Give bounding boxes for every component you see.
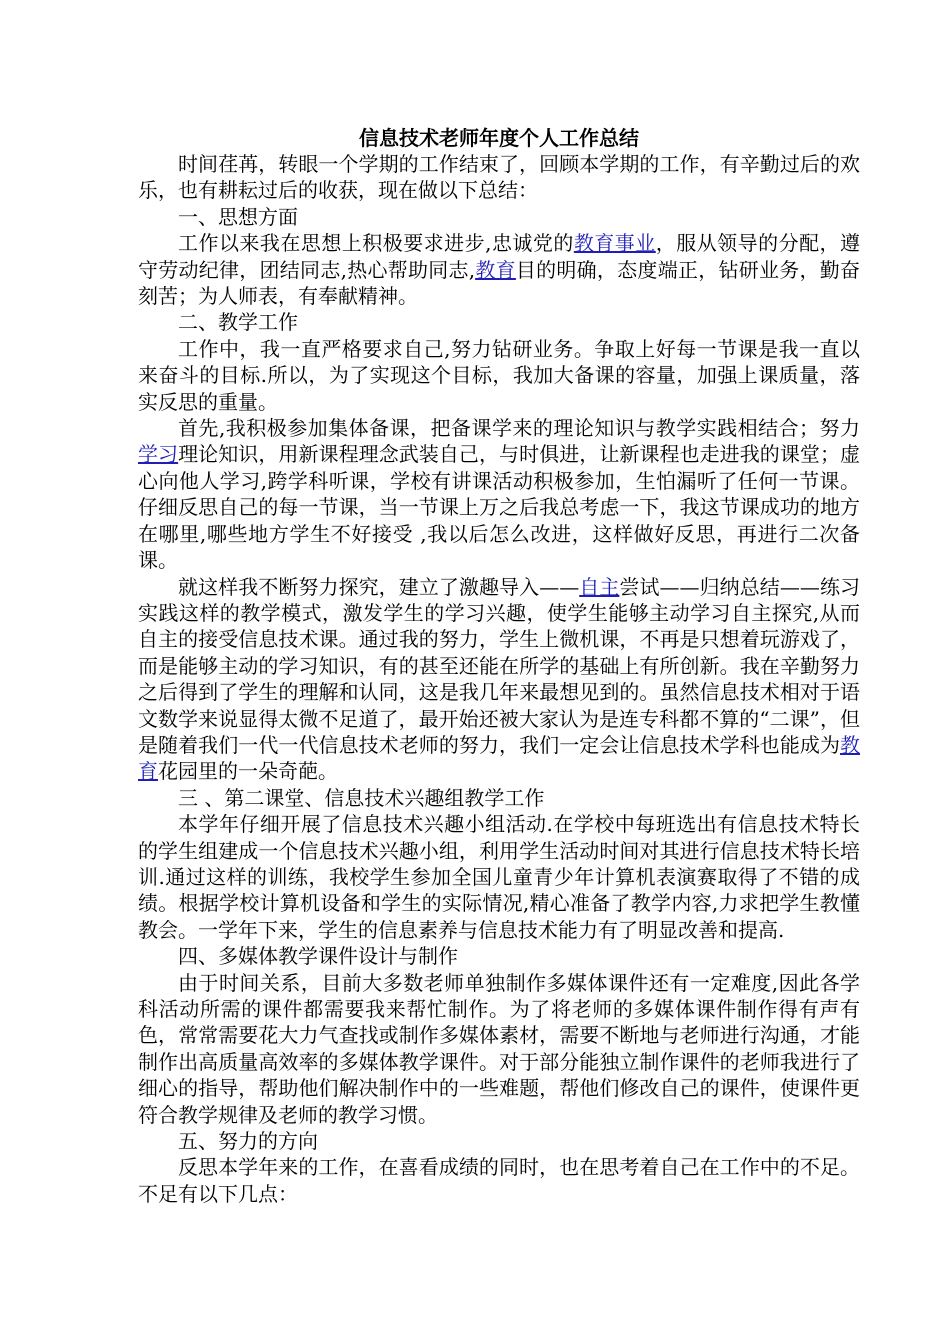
paragraph	[138, 1128, 860, 1154]
paragraph-text: 四、多媒体教学课件设计与制作	[178, 944, 458, 969]
paragraph-text: 首先,我积极参加集体备课，把备课学来的理论知识与教学实践相结合；努力	[178, 416, 860, 441]
paragraph-text: 三 、第二课堂、信息技术兴趣组教学工作	[178, 785, 545, 810]
paragraph	[138, 1154, 860, 1207]
paragraph-text: 一、思想方面	[178, 204, 298, 229]
document-body	[138, 151, 860, 1207]
paragraph-text: 工作以来我在思想上积极要求进步,忠诚党的	[178, 231, 574, 256]
paragraph	[138, 336, 860, 415]
paragraph-text: 五、努力的方向	[178, 1129, 318, 1154]
paragraph-text: 时间荏苒，转眼一个学期的工作结束了，回顾本学期的工作，有辛勤过后的欢乐，也有耕耘过后的收获，现在做以下总结：	[138, 152, 860, 203]
hyperlink[interactable]: 教育	[475, 257, 516, 282]
paragraph-text: 工作中，我一直严格要求自己,努力钻研业务。争取上好每一节课是我一直以来奋斗的目标.所以，为了实现这个目标，我加大备课的容量，加强上课质量，落实反思的重量。	[138, 336, 860, 414]
paragraph-text: 本学年仔细开展了信息技术兴趣小组活动.在学校中每班选出有信息技术特长的学生组建成一个信息技术兴趣小组，利用学生活动时间对其进行信息技术特长培训.通过这样的训练，我校学生参加全国儿童青少年计算机表演赛取得了不错的成绩。根据学校计算机设备和学生的实际情况,精心准备了教学内容,力求把学生教懂教会。一学年下来，学生的信息素养与信息技术能力有了明显改善和提高.	[138, 812, 860, 942]
paragraph-text: 二、教学工作	[178, 310, 298, 335]
paragraph	[138, 151, 860, 204]
paragraph	[138, 204, 860, 230]
paragraph	[138, 970, 860, 1128]
paragraph-text: ，服从领导的分配，遵守劳动纪律，团结同志,热心帮助同志,	[138, 231, 861, 282]
paragraph	[138, 943, 860, 969]
paragraph-text: 反思本学年来的工作，在喜看成绩的同时，也在思考着自己在工作中的不足。不足有以下几点：	[138, 1155, 860, 1206]
paragraph	[138, 415, 860, 573]
hyperlink[interactable]: 教育	[138, 732, 860, 784]
paragraph-text: 由于时间关系，目前大多数老师单独制作多媒体课件还有一定难度,因此各学科活动所需的课件都需要我来帮忙制作。为了将老师的多媒体课件制作得有声有色，常常需要花大力气查找或制作多媒体素材，需要不断地与老师进行沟通，才能制作出高质量高效率的多媒体教学课件。对于部分能独立制作课件的老师我进行了细心的指导，帮助他们解决制作中的一些难题，帮他们修改自己的课件，使课件更符合教学规律及老师的教学习惯。	[138, 970, 860, 1127]
document-title: 信息技术老师年度个人工作总结	[359, 126, 639, 150]
paragraph-text: 花园里的一朵奇葩。	[158, 759, 338, 784]
paragraph-text: 就这样我不断努力探究，建立了激趣导入——	[178, 574, 580, 599]
paragraph	[138, 230, 860, 309]
paragraph	[138, 811, 860, 943]
hyperlink[interactable]: 自主	[579, 574, 620, 599]
hyperlink[interactable]: 学习	[138, 442, 179, 467]
paragraph-text: 目的明确，态度端正，钻研业务，勤奋刻苦；为人师表，有奉献精神。	[138, 257, 861, 309]
paragraph-text: 尝试——归纳总结——练习实践这样的教学模式，激发学生的学习兴趣，使学生能够主动学习自主探究,从而自主的接受信息技术课。通过我的努力，学生上微机课，不再是只想着玩游戏了，而是能够主动的学习知识，有的甚至还能在所学的基础上有所创新。我在辛勤努力之后得到了学生的理解和认同，这是我几年来最想见到的。虽然信息技术相对于语文数学来说显得太微不足道了，最开始还被大家认为是连专科都不算的“二课”，但是随着我们一代一代信息技术老师的努力，我们一定会让信息技术学科也能成为	[138, 574, 861, 757]
paragraph	[138, 785, 860, 811]
hyperlink[interactable]: 教育事业	[573, 231, 656, 256]
paragraph-text: 理论知识，用新课程理念武装自己，与时俱进，让新课程也走进我的课堂；虚心向他人学习,跨学科听课，学校有讲课活动积极参加，生怕漏听了任何一节课。仔细反思自己的每一节课，当一节课上万之后我总考虑一下，我这节课成功的地方在哪里,哪些地方学生不好接受 ,我以后怎么改进，这样做好反思，再进行二次备课。	[138, 442, 861, 573]
paragraph	[138, 574, 860, 785]
paragraph	[138, 309, 860, 335]
